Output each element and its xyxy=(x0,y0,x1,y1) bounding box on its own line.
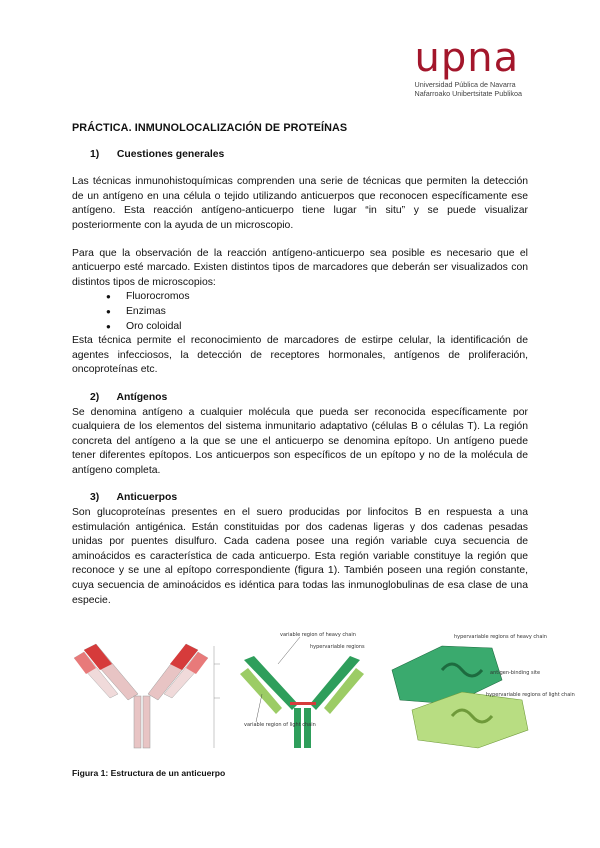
antibody-figures xyxy=(72,630,575,755)
page-title: PRÁCTICA. INMUNOLOCALIZACIÓN DE PROTEÍNAS xyxy=(72,122,348,134)
antibody-stem xyxy=(143,696,150,748)
label-hyper-heavy: hypervariable regions of heavy chain xyxy=(454,634,547,640)
antibody-stem xyxy=(294,708,301,748)
figure-caption: Figura 1: Estructura de un anticuerpo xyxy=(72,768,226,778)
label-variable-light: variable region of light chain xyxy=(244,722,316,728)
paragraph: Las técnicas inmunohistoquímicas comprenden una serie de técnicas que permiten la detección de un antígeno en una célula o tejido utilizando anticuerpos que reconocen específicamente ese antígeno. Esta reacción antígeno-anticuerpo tiene lugar “in situ” y se puede visualizar posteriormente con la ayuda de un microscopio. xyxy=(72,176,528,231)
section-title: Cuestiones generales xyxy=(116,148,225,160)
label-hypervariable: hypervariable regions xyxy=(310,644,365,650)
section-heading-2 xyxy=(72,391,528,406)
paragraph: Para que la observación de la reacción antígeno-anticuerpo sea posible es necesario que el anticuerpo esté marcado. Existen distintos tipos de marcadores que deberán ser visualizados con distintos tipos de microscopios: xyxy=(72,247,528,288)
paragraph: Esta técnica permite el reconocimiento de marcadores de estirpe celular, la identificación de agentes infecciosos, la detección de receptores hormonales, antígenos de proliferación, oncoproteínas etc. xyxy=(72,335,528,376)
paragraph: Son glucoproteínas presentes en el suero producidas por linfocitos B en respuesta a una estimulación antigénica. Están constituidas por dos cadenas ligeras y dos cadenas pesadas unidas por puentes disulfuro. Cada cadena posee una región variable cuya secuencia de aminoácidos es característica de cada anticuerpo. Esta región variable constituye la región que reconoce y se une al epítopo correspondiente (figura 1). También poseen una región constante, cuya secuencia de aminoácidos es idéntica para todas las inmunoglobulinas de esa clase de una especie. xyxy=(72,507,528,606)
label-variable-heavy: variable region of heavy chain xyxy=(280,632,356,638)
antibody-diagram-labeled xyxy=(240,630,380,752)
section-heading-3 xyxy=(72,491,528,506)
label-antigen-site: antigen-binding site xyxy=(490,670,541,676)
list-item: ● Oro coloidal xyxy=(106,320,528,335)
paragraph: Se denomina antígeno a cualquier molécula que pueda ser reconocida específicamente por cualquiera de los elementos del sistema inmunitario adaptativo (células B o células T). La región concreta del antígeno a la que se une el anticuerpo se denomina epítopo. Un antígeno puede tener diferentes epítopos. Los anticuerpos son específicos de un epítopo y no de la molécula de antígeno completa. xyxy=(72,406,528,476)
disulfide-bond xyxy=(290,702,316,705)
list-item: ● Fluorocromos xyxy=(106,290,528,305)
section-number: 2) xyxy=(90,391,100,403)
logo-line-1: Universidad Pública de Navarra xyxy=(414,80,516,89)
list-item: ● Enzimas xyxy=(106,305,528,320)
section-title: Anticuerpos xyxy=(116,492,178,504)
antibody-stem xyxy=(304,708,311,748)
marker-list xyxy=(72,290,528,334)
antibody-diagram-schematic xyxy=(72,636,222,754)
label-hyper-light: hypervariable regions of light chain xyxy=(486,692,575,698)
section-number: 1) xyxy=(90,148,100,160)
logo-line-2: Nafarroako Unibertsitate Publikoa xyxy=(414,89,522,98)
antigen-binding-site-diagram xyxy=(382,630,575,752)
section-title: Antígenos xyxy=(116,391,168,403)
antibody-stem xyxy=(134,696,141,748)
logo-wordmark: upna xyxy=(414,35,520,81)
document-body xyxy=(72,121,528,608)
upna-logo xyxy=(414,35,522,98)
section-heading-1 xyxy=(72,148,528,163)
section-number: 3) xyxy=(90,492,100,504)
